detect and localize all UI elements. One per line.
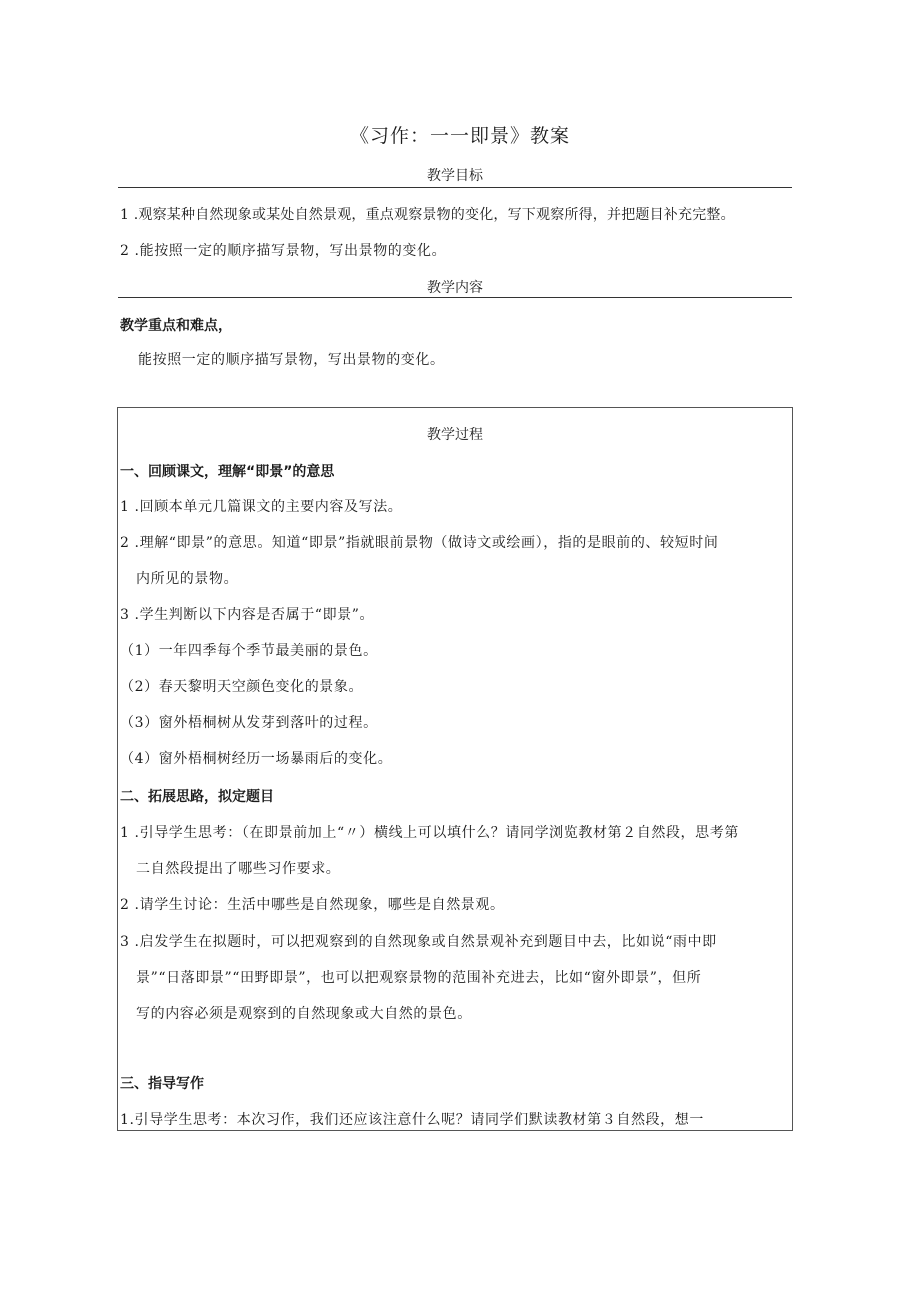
content-heading: 教学内容 (427, 280, 483, 296)
section-2-item-3-line-2: 景”“日落即景”“田野即景”，也可以把观察景物的范围补充进去，比如“窗外即景”，但所 (136, 970, 702, 986)
section-3-item-1: 1.引导学生思考：本次习作，我们还应该注意什么呢？请同学们默读教材第３自然段，想一 (120, 1112, 704, 1128)
section-2-item-3-line-3: 写的内容必须是观察到的自然现象或大自然的景色。 (136, 1006, 472, 1022)
section-1-item-2-line-1: 2 .理解“即景”的意思。知道“即景”指就眼前景物（做诗文或绘画），指的是眼前的、较短时间 (120, 535, 719, 551)
goals-heading: 教学目标 (427, 168, 483, 184)
key-points-label: 教学重点和难点， (120, 318, 232, 334)
section-1-subitem-4: （4）窗外梧桐树经历一场暴雨后的变化。 (120, 751, 393, 767)
section-2-title: 二、拓展思路，拟定题目 (120, 789, 274, 805)
section-1-subitem-3: （3）窗外梧桐树从发芽到落叶的过程。 (120, 715, 378, 731)
section-1-item-2-line-2: 内所见的景物。 (136, 571, 239, 587)
process-heading: 教学过程 (427, 427, 483, 443)
section-1-subitem-2: （2）春天黎明天空颜色变化的景象。 (120, 679, 364, 695)
section-2-item-2: 2 .请学生讨论：生活中哪些是自然现象，哪些是自然景观。 (120, 897, 505, 913)
section-1-item-1: 1 .回顾本单元几篇课文的主要内容及写法。 (120, 499, 403, 515)
goal-item-2: 2 .能按照一定的顺序描写景物，写出景物的变化。 (120, 243, 447, 259)
section-1-subitem-1: （1）一年四季每个季节最美丽的景色。 (120, 643, 378, 659)
goal-item-1: 1 .观察某种自然现象或某处自然景观，重点观察景物的变化，写下观察所得，并把题目补充完整。 (120, 207, 735, 223)
page-title: 《习作：一一即景》教案 (349, 125, 570, 147)
content-divider (118, 297, 792, 298)
section-2-item-1-line-1: 1 .引导学生思考：（在即景前加上“〃）横线上可以填什么？请同学浏览教材第２自然段，思考第 (120, 825, 739, 841)
section-1-title: 一、回顾课文，理解“即景”的意思 (120, 464, 335, 480)
section-1-item-3: 3 .学生判断以下内容是否属于“即景”。 (120, 607, 375, 623)
section-2-item-3-line-1: 3 .启发学生在拟题时，可以把观察到的自然现象或自然景观补充到题目中去，比如说“雨中即 (120, 934, 717, 950)
section-2-item-1-line-2: 二自然段提出了哪些习作要求。 (136, 861, 341, 877)
key-points-text: 能按照一定的顺序描写景物，写出景物的变化。 (138, 352, 445, 368)
section-3-title: 三、指导写作 (120, 1076, 204, 1092)
goals-divider (118, 187, 792, 188)
